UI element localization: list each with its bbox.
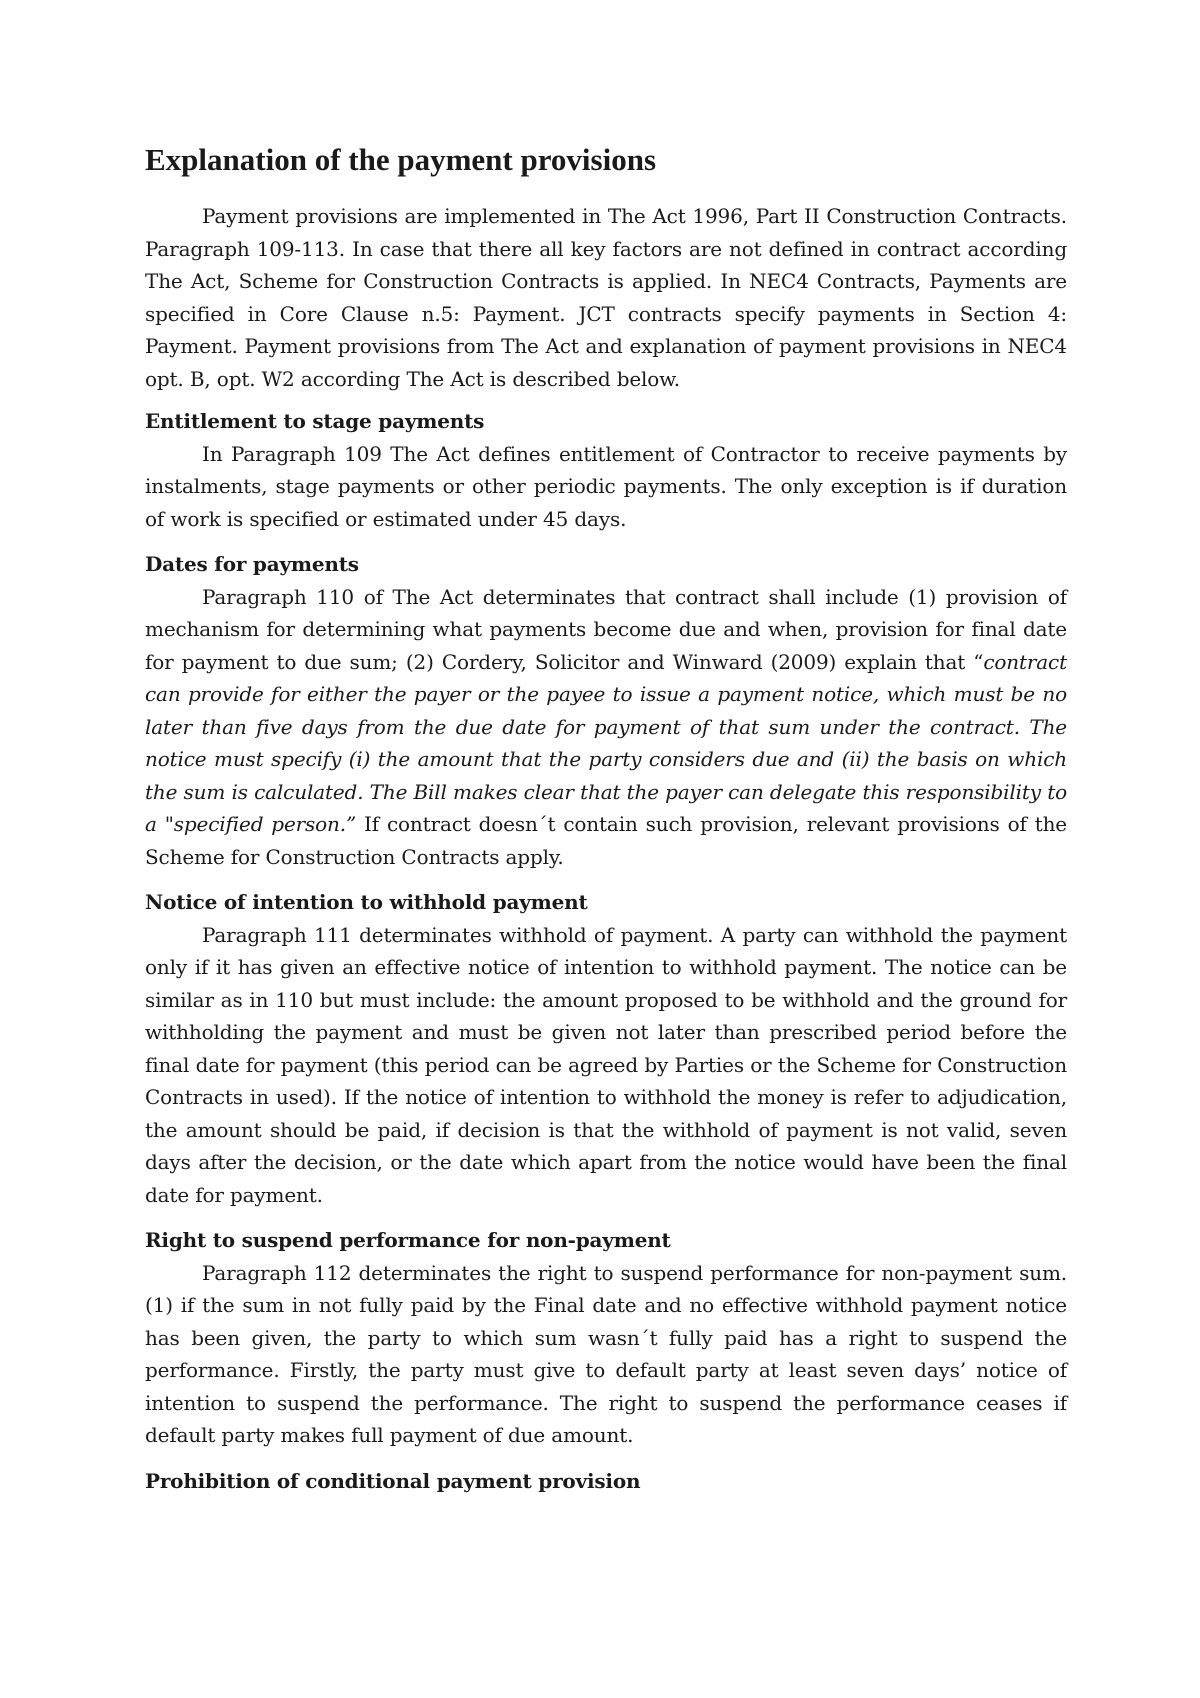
quoted-text: contract can provide for either the payer or the payee to issue a payment notice, which must be no later than five days from the due date for payment of that sum under the contract. The notice must specify (i) the amount that the party considers due and (ii) the basis on which the sum is calculated. The Bill makes clear that the payer can delegate this responsibility to a "specified person.” [145,649,1067,837]
section-body: In Paragraph 109 The Act defines entitlement of Contractor to receive payments by instalments, stage payments or other periodic payments. The only exception is if duration of work is specified or estimated under 45 days. [145,441,1067,531]
section-body: Paragraph 111 determinates withhold of payment. A party can withhold the payment only if it has given an effective notice of intention to withhold payment. The notice can be similar as in 110 but must include: the amount proposed to be withhold and the ground for withholding the payment and must be given not later than prescribed period before the final date for payment (this period can be agreed by Parties or the Scheme for Construction Contracts in used). If the notice of intention to withhold the money is refer to adjudication, the amount should be paid, if decision is that the withhold of payment is not valid, seven days after the decision, or the date which apart from the notice would have been the final date for payment. [145,922,1067,1207]
section-body: Paragraph 112 determinates the right to suspend performance for non-payment sum. (1) if the sum in not fully paid by the Final date and no effective withhold payment notice has been given, the party to which sum wasn´t fully paid has a right to suspend the performance. Firstly, the party must give to default party at least seven days’ notice of intention to suspend the performance. The right to suspend the performance ceases if default party makes full payment of due amount. [145,1260,1067,1448]
section-heading: Right to suspend performance for non-payment [145,1228,671,1253]
section-heading: Notice of intention to withhold payment [145,890,588,915]
section-heading: Dates for payments [145,552,359,577]
section-suspend [145,1224,1067,1452]
intro-paragraph: Payment provisions are implemented in The Act 1996, Part II Construction Contracts. Paragraph 109-113. In case that there all key factors are not defined in contract according The Act, Scheme for Construction Contracts is applied. In NEC4 Contracts, Payments are specified in Core Clause n.5: Payment. JCT contracts specify payments in Section 4: Payment. Payment provisions from The Act and explanation of payment provisions in NEC4 opt. B, opt. W2 according The Act is described below. [145,204,1067,391]
section-conditional [145,1465,1067,1498]
section-entitlement [145,405,1067,535]
body-text: Paragraph 110 of The Act determinates that contract shall include (1) provision of mechanism for determining what payments become due and when, provision for final date for payment to due sum; (2) Cordery, Solicitor and Winward (2009) explain that “ [145,584,1067,674]
section-dates [145,548,1067,873]
body-text: If contract doesn´t contain such provision, relevant provisions of the Scheme for Construction Contracts apply. [145,812,1067,869]
section-heading: Prohibition of conditional payment provision [145,1468,641,1493]
section-heading: Entitlement to stage payments [145,409,485,434]
document-content [145,140,1067,1497]
section-body [145,581,1067,874]
section-withhold [145,886,1067,1211]
document-title: Explanation of the payment provisions [145,142,657,177]
